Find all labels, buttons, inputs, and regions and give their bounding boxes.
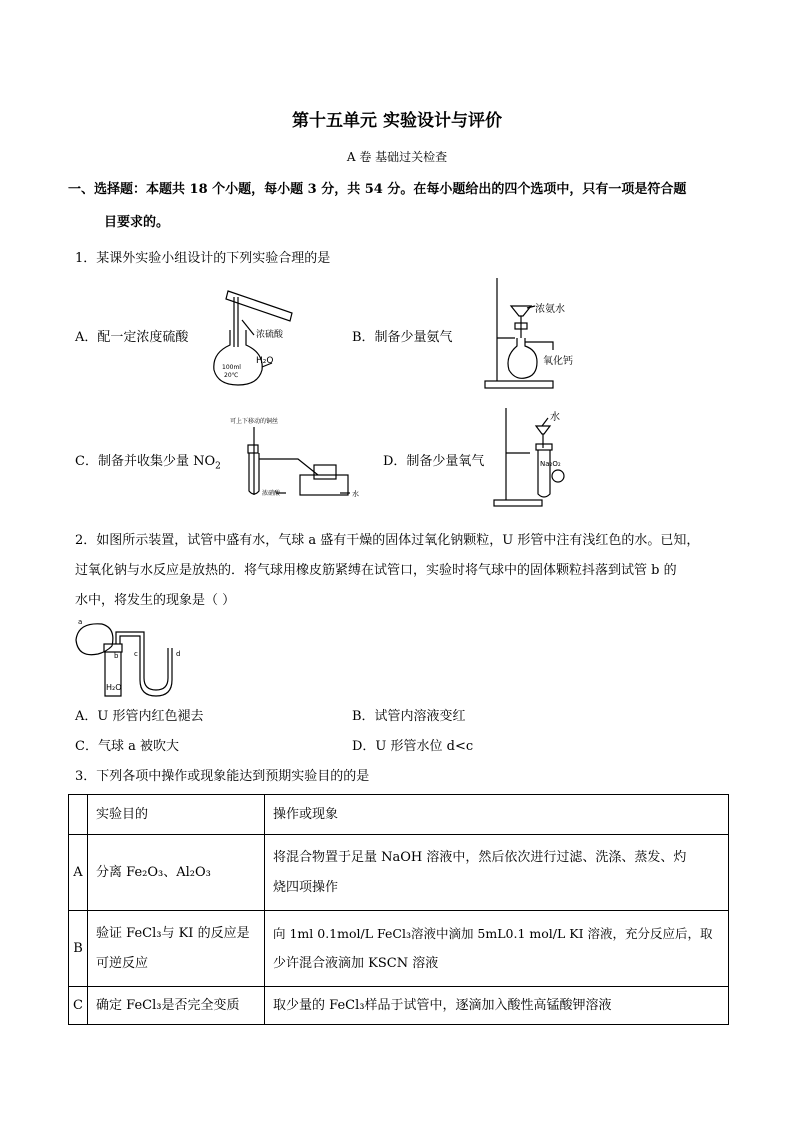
q3-row-b-op-line2: 少许混合液滴加 KSCN 溶液 bbox=[273, 955, 439, 971]
q2-option-a: A．U 形管内红色褪去 bbox=[75, 709, 204, 724]
q3-header-row bbox=[69, 795, 729, 835]
q1b-ammonia-label: 浓氨水 bbox=[535, 304, 565, 315]
section-heading: 一、选择题：本题共 18 个小题，每小题 3 分，共 54 分。在每小题给出的四个选项中，只有一项是符合题 bbox=[68, 182, 687, 197]
q2-option-b: B．试管内溶液变红 bbox=[352, 709, 466, 724]
q3-row-c-purpose: 确定 FeCl₃是否完全变质 bbox=[88, 987, 265, 1025]
q1-figure-b bbox=[483, 278, 603, 393]
q3-header-col1 bbox=[69, 795, 88, 835]
q3-row-b-operation bbox=[265, 911, 729, 987]
page-subtitle: A 卷 基础过关检查 bbox=[346, 150, 448, 164]
q2-option-c: C．气球 a 被吹大 bbox=[75, 739, 179, 754]
page-title: 第十五单元 实验设计与评价 bbox=[292, 111, 502, 131]
q2-label-b: b bbox=[114, 652, 119, 660]
q2-option-d: D．U 形管水位 d<c bbox=[352, 739, 474, 754]
q3-row-b-label: B bbox=[69, 911, 88, 987]
q3-row-a-label: A bbox=[69, 835, 88, 911]
table-row bbox=[69, 911, 729, 987]
q2-label-d: d bbox=[176, 650, 181, 658]
q1a-flask-temp: 20℃ bbox=[224, 372, 239, 379]
q2-line-1: 2．如图所示装置，试管中盛有水，气球 a 盛有干燥的固体过氧化钠颗粒，U 形管中注有浅红色的水。已知， bbox=[75, 533, 700, 548]
q1-figure-c bbox=[228, 415, 363, 500]
q3-row-b-op-line1: 向 1ml 0.1mol/L FeCl₃溶液中滴加 5mL0.1 mol/L KI 溶液，充分反应后，取 bbox=[273, 925, 713, 941]
q1a-acid-label: 浓硫酸 bbox=[256, 330, 284, 340]
q1d-water-label: 水 bbox=[550, 412, 560, 423]
q3-row-a-purpose: 分离 Fe₂O₃、Al₂O₃ bbox=[88, 835, 265, 911]
q3-row-a-op-line2: 烧四项操作 bbox=[273, 879, 339, 895]
q2-label-a: a bbox=[78, 618, 83, 626]
q1a-water-label: H₂O bbox=[256, 356, 274, 366]
q1c-wire-label: 可上下移动的铜丝 bbox=[230, 418, 279, 425]
q1-option-c-text: C．制备并收集少量 NO bbox=[75, 454, 216, 469]
q3-header-col2: 实验目的 bbox=[88, 795, 265, 835]
q1-option-c bbox=[75, 452, 221, 477]
q3-stem: 3．下列各项中操作或现象能达到预期实验目的的是 bbox=[75, 769, 370, 784]
q3-row-a-op-line1: 将混合物置于足量 NaOH 溶液中，然后依次进行过滤、洗涤、蒸发、灼 bbox=[273, 849, 687, 865]
q2-label-c: c bbox=[134, 650, 138, 658]
q1c-water-label: 水 bbox=[352, 490, 359, 498]
q1-stem: 1．某课外实验小组设计的下列实验合理的是 bbox=[75, 251, 331, 266]
q2-line-3: 水中，将发生的现象是（ ） bbox=[75, 593, 236, 608]
q1-figure-d bbox=[492, 408, 582, 508]
q2-line-2: 过氧化钠与水反应是放热的．将气球用橡皮筋紧缚在试管口，实验时将气球中的固体颗粒抖落到试管 b 的 bbox=[75, 563, 677, 578]
q1-option-a: A．配一定浓度硫酸 bbox=[75, 330, 189, 345]
q1c-acid-label: 浓硝酸 bbox=[262, 490, 281, 497]
table-row bbox=[69, 987, 729, 1025]
q2-water-label: H₂O bbox=[106, 683, 122, 692]
q3-header-col3: 操作或现象 bbox=[265, 795, 729, 835]
q1a-flask-vol: 100ml bbox=[222, 364, 241, 371]
q3-row-c-label: C bbox=[69, 987, 88, 1025]
q3-table bbox=[68, 794, 729, 1025]
q1-option-b: B．制备少量氨气 bbox=[352, 330, 453, 345]
q2-figure bbox=[72, 618, 192, 703]
q1d-na2o2-label: Na₂O₂ bbox=[540, 460, 561, 468]
q3-row-b-purpose bbox=[88, 911, 265, 987]
q3-row-c-operation: 取少量的 FeCl₃样品于试管中，逐滴加入酸性高锰酸钾溶液 bbox=[265, 987, 729, 1025]
q3-row-a-operation bbox=[265, 835, 729, 911]
q1-figure-a bbox=[200, 285, 320, 390]
q1-option-c-sub: 2 bbox=[215, 461, 221, 472]
q3-row-b-purpose-line1: 验证 FeCl₃与 KI 的反应是 bbox=[96, 925, 250, 941]
q1b-cao-label: 氧化钙 bbox=[543, 356, 573, 367]
section-heading-cont: 目要求的。 bbox=[104, 215, 170, 230]
q3-row-b-purpose-line2: 可逆反应 bbox=[96, 955, 149, 971]
q1-option-d: D．制备少量氧气 bbox=[383, 454, 485, 469]
table-row bbox=[69, 835, 729, 911]
